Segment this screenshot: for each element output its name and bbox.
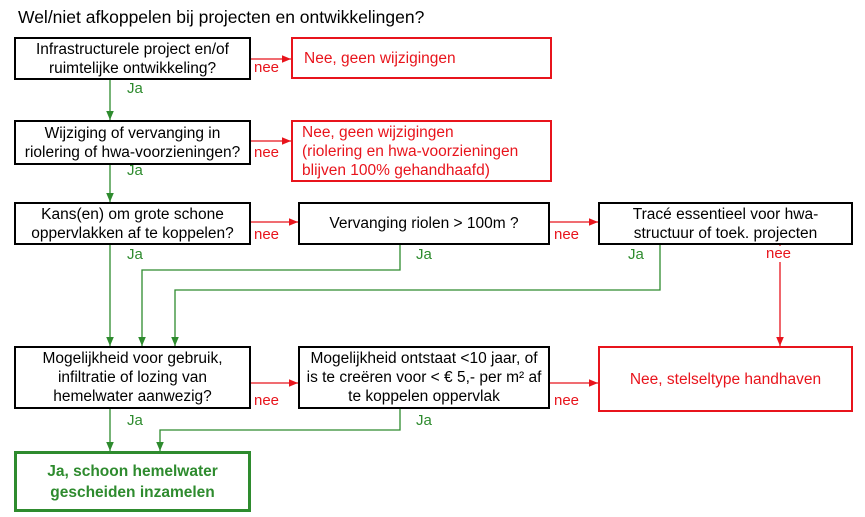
node-sewer-change-question (14, 120, 251, 165)
arrow-future-ja (160, 409, 400, 451)
node-text-line: Nee, geen wijzigingen (302, 123, 454, 141)
node-text-line: ruimtelijke ontwikkeling? (48, 59, 217, 77)
node-text-line: Wijziging of vervanging in (44, 124, 221, 142)
node-text-line: hemelwater aanwezig? (53, 388, 212, 405)
node-text-line: Nee, geen wijzigingen (304, 49, 456, 67)
edge-label-project-ja: Ja (127, 80, 143, 97)
node-text-line: (riolering en hwa-voorzieningen (302, 142, 519, 160)
node-text-line: Ja, schoon hemelwater (47, 462, 218, 480)
edge-label-chances-ja: Ja (127, 246, 143, 263)
node-replacement-question (298, 202, 550, 245)
node-future-possibility-question (298, 346, 550, 409)
node-text-line: oppervlakken af te koppelen? (31, 224, 234, 242)
node-keep-system-type (598, 346, 853, 412)
diagram-title: Wel/niet afkoppelen bij projecten en ontwikkelingen? (18, 7, 425, 27)
node-no-changes-kept (291, 120, 552, 182)
edge-label-chances-nee: nee (254, 226, 280, 243)
node-route-question (598, 202, 853, 245)
node-text-line: blijven 100% gehandhaafd) (302, 161, 490, 179)
edge-label-future-ja: Ja (416, 412, 432, 429)
node-chances-question (14, 202, 251, 245)
node-text-line: Tracé essentieel voor hwa- (632, 205, 819, 223)
arrow-replacement-ja (142, 245, 400, 346)
edge-label-possibility-nee: nee (254, 392, 280, 409)
edge-label-sewer-nee: nee (254, 144, 280, 161)
node-text-line: Vervanging riolen > 100m ? (329, 215, 519, 232)
node-no-changes (291, 37, 552, 79)
node-project-question (14, 37, 251, 80)
node-text-line: Mogelijkheid ontstaat <10 jaar, of (310, 350, 538, 367)
node-text-line: te koppelen oppervlak (348, 388, 500, 405)
edge-label-replacement-ja: Ja (416, 246, 432, 263)
edge-label-possibility-ja: Ja (127, 412, 143, 429)
node-text-line: Nee, stelseltype handhaven (629, 370, 822, 388)
edge-label-project-nee: nee (254, 59, 280, 76)
edge-label-route-nee: nee (766, 245, 792, 262)
node-text-line: is te creëren voor < € 5,- per m² af (306, 369, 542, 386)
node-text-line: Infrastructurele project en/of (36, 40, 229, 58)
edge-label-route-ja: Ja (628, 246, 644, 263)
node-text-line: structuur of toek. projecten (633, 224, 818, 242)
node-text-line: infiltratie of lozing van (57, 369, 208, 386)
node-text-line: Kans(en) om grote schone (41, 205, 224, 223)
edge-label-future-nee: nee (554, 392, 580, 409)
node-text-line: Mogelijkheid voor gebruik, (42, 350, 223, 367)
edge-label-sewer-ja: Ja (127, 162, 143, 179)
node-possibility-question (14, 346, 251, 409)
node-yes-separate-collection (14, 451, 251, 512)
node-text-line: gescheiden inzamelen (50, 483, 215, 501)
edge-label-replacement-nee: nee (554, 226, 580, 243)
node-text-line: riolering of hwa-voorzieningen? (24, 143, 241, 161)
